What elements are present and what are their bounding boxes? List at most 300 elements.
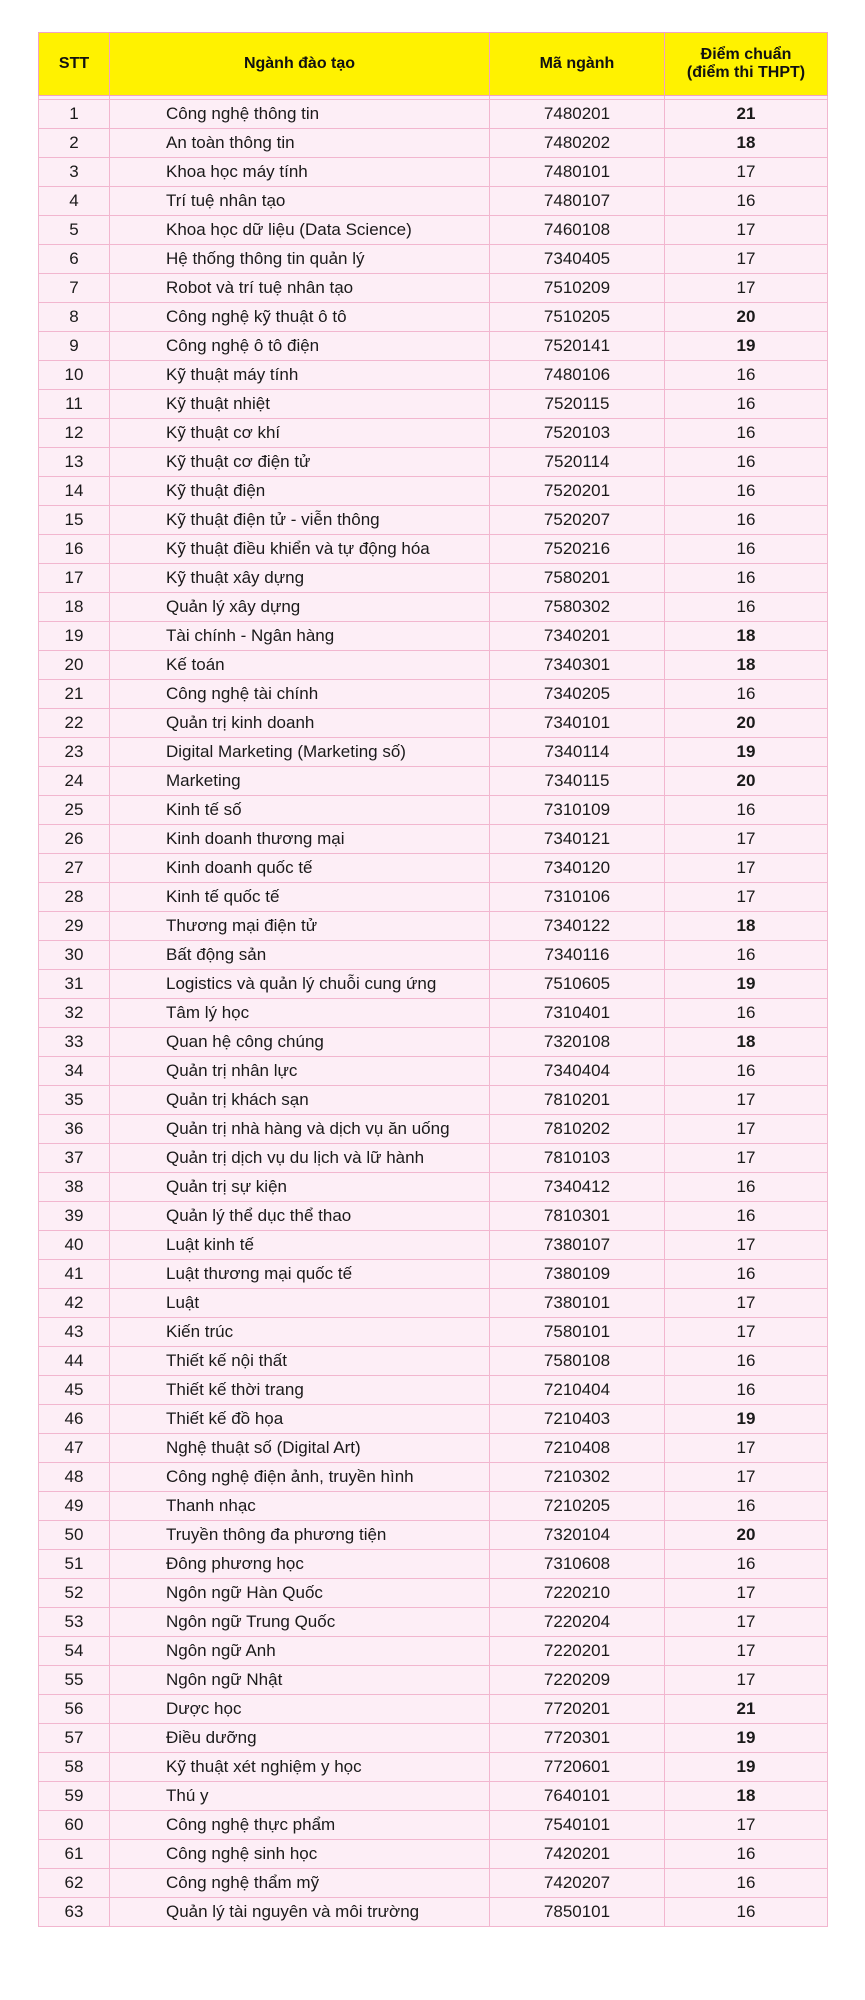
table-row [39,1173,828,1202]
cell-stt: 59 [39,1782,110,1811]
table-row [39,274,828,303]
cell-cutoff-score: 17 [665,825,828,854]
cell-stt: 26 [39,825,110,854]
table-row [39,1028,828,1057]
cell-cutoff-score: 18 [665,129,828,158]
cell-stt: 58 [39,1753,110,1782]
table-row [39,1492,828,1521]
table-row [39,129,828,158]
cell-major-code: 7520207 [490,506,665,535]
table-row [39,390,828,419]
cell-stt: 35 [39,1086,110,1115]
cell-major-code: 7210302 [490,1463,665,1492]
cell-cutoff-score: 16 [665,680,828,709]
cell-stt: 8 [39,303,110,332]
table-row [39,1724,828,1753]
table-row [39,1202,828,1231]
table-row [39,1608,828,1637]
cell-major-code: 7340115 [490,767,665,796]
cell-stt: 25 [39,796,110,825]
cell-stt: 42 [39,1289,110,1318]
cell-stt: 31 [39,970,110,999]
cell-cutoff-score: 17 [665,1289,828,1318]
cell-major-code: 7340412 [490,1173,665,1202]
cell-cutoff-score: 17 [665,245,828,274]
cell-major-name: Kế toán [110,651,490,680]
cell-cutoff-score: 17 [665,1579,828,1608]
cell-cutoff-score: 19 [665,1405,828,1434]
cell-major-name: Công nghệ thẩm mỹ [110,1869,490,1898]
table-row [39,738,828,767]
table-row [39,419,828,448]
header-row [39,33,828,96]
cell-major-name: Tâm lý học [110,999,490,1028]
cell-cutoff-score: 17 [665,883,828,912]
cell-stt: 1 [39,100,110,129]
cell-major-name: Kỹ thuật điều khiển và tự động hóa [110,535,490,564]
cell-major-code: 7480201 [490,100,665,129]
table-row [39,912,828,941]
cell-major-code: 7210408 [490,1434,665,1463]
cell-major-name: Trí tuệ nhân tạo [110,187,490,216]
cell-cutoff-score: 17 [665,1434,828,1463]
cell-stt: 63 [39,1898,110,1927]
table-row [39,1463,828,1492]
cell-stt: 54 [39,1637,110,1666]
cell-cutoff-score: 17 [665,1115,828,1144]
cell-major-name: Thiết kế thời trang [110,1376,490,1405]
cell-stt: 36 [39,1115,110,1144]
cell-major-name: Đông phương học [110,1550,490,1579]
cell-cutoff-score: 20 [665,767,828,796]
table-row [39,622,828,651]
cell-major-code: 7340120 [490,854,665,883]
table-row [39,1666,828,1695]
cell-stt: 32 [39,999,110,1028]
cell-major-code: 7580101 [490,1318,665,1347]
cell-major-name: Công nghệ sinh học [110,1840,490,1869]
table-row [39,100,828,129]
cell-cutoff-score: 17 [665,1144,828,1173]
cell-stt: 17 [39,564,110,593]
cell-major-code: 7510205 [490,303,665,332]
cell-stt: 21 [39,680,110,709]
cell-stt: 24 [39,767,110,796]
table-row [39,1405,828,1434]
cell-stt: 56 [39,1695,110,1724]
cell-major-name: Luật [110,1289,490,1318]
cell-major-code: 7520201 [490,477,665,506]
table-row [39,796,828,825]
cell-cutoff-score: 16 [665,419,828,448]
table-row [39,303,828,332]
cell-cutoff-score: 21 [665,1695,828,1724]
cell-cutoff-score: 19 [665,332,828,361]
table-row [39,1376,828,1405]
table-row [39,1753,828,1782]
cell-cutoff-score: 17 [665,1811,828,1840]
cell-stt: 46 [39,1405,110,1434]
table-row [39,477,828,506]
table-row [39,1434,828,1463]
cell-stt: 33 [39,1028,110,1057]
admission-score-table-container [38,32,827,1927]
cell-major-name: Kỹ thuật máy tính [110,361,490,390]
cell-cutoff-score: 16 [665,1260,828,1289]
cell-major-code: 7380107 [490,1231,665,1260]
cell-stt: 4 [39,187,110,216]
cell-stt: 6 [39,245,110,274]
table-row [39,825,828,854]
cell-major-name: Quản lý xây dựng [110,593,490,622]
table-row [39,1231,828,1260]
cell-cutoff-score: 17 [665,1608,828,1637]
cell-stt: 60 [39,1811,110,1840]
header-score-line1: Điểm chuẩn [700,46,792,63]
cell-major-code: 7420207 [490,1869,665,1898]
cell-major-name: Kỹ thuật xây dựng [110,564,490,593]
cell-stt: 45 [39,1376,110,1405]
cell-cutoff-score: 16 [665,999,828,1028]
table-row [39,1550,828,1579]
cell-major-name: An toàn thông tin [110,129,490,158]
table-row [39,1695,828,1724]
cell-major-code: 7340301 [490,651,665,680]
cell-major-code: 7380109 [490,1260,665,1289]
cell-cutoff-score: 16 [665,1376,828,1405]
cell-major-name: Kỹ thuật xét nghiệm y học [110,1753,490,1782]
table-row [39,651,828,680]
cell-major-code: 7220204 [490,1608,665,1637]
table-row [39,187,828,216]
cell-major-name: Logistics và quản lý chuỗi cung ứng [110,970,490,999]
cell-major-code: 7380101 [490,1289,665,1318]
cell-major-code: 7810201 [490,1086,665,1115]
cell-cutoff-score: 19 [665,1724,828,1753]
cell-stt: 29 [39,912,110,941]
cell-major-code: 7480101 [490,158,665,187]
table-row [39,1811,828,1840]
cell-major-name: Quản trị dịch vụ du lịch và lữ hành [110,1144,490,1173]
cell-stt: 37 [39,1144,110,1173]
cell-major-code: 7640101 [490,1782,665,1811]
cell-cutoff-score: 17 [665,158,828,187]
cell-major-name: Kinh doanh thương mại [110,825,490,854]
cell-major-name: Marketing [110,767,490,796]
cell-major-name: Khoa học dữ liệu (Data Science) [110,216,490,245]
cell-stt: 20 [39,651,110,680]
cell-cutoff-score: 20 [665,709,828,738]
cell-major-name: Công nghệ thông tin [110,100,490,129]
cell-major-code: 7220209 [490,1666,665,1695]
cell-cutoff-score: 16 [665,1202,828,1231]
cell-major-code: 7210403 [490,1405,665,1434]
cell-major-name: Kiến trúc [110,1318,490,1347]
cell-major-code: 7480107 [490,187,665,216]
table-body [39,96,828,1927]
table-row [39,1289,828,1318]
cell-cutoff-score: 17 [665,1086,828,1115]
cell-stt: 22 [39,709,110,738]
cell-major-code: 7320108 [490,1028,665,1057]
cell-cutoff-score: 20 [665,303,828,332]
cell-major-name: Quản trị kinh doanh [110,709,490,738]
table-row [39,1579,828,1608]
cell-stt: 47 [39,1434,110,1463]
cell-major-name: Quản lý tài nguyên và môi trường [110,1898,490,1927]
cell-major-name: Điều dưỡng [110,1724,490,1753]
cell-major-name: Quan hệ công chúng [110,1028,490,1057]
cell-major-code: 7480202 [490,129,665,158]
cell-major-name: Kỹ thuật cơ khí [110,419,490,448]
cell-major-name: Kinh tế số [110,796,490,825]
cell-stt: 52 [39,1579,110,1608]
cell-cutoff-score: 17 [665,216,828,245]
cell-cutoff-score: 19 [665,1753,828,1782]
cell-major-name: Quản trị nhà hàng và dịch vụ ăn uống [110,1115,490,1144]
cell-stt: 41 [39,1260,110,1289]
cell-stt: 3 [39,158,110,187]
cell-major-code: 7520103 [490,419,665,448]
admission-score-table [38,32,828,1927]
cell-major-code: 7510209 [490,274,665,303]
cell-stt: 62 [39,1869,110,1898]
cell-cutoff-score: 18 [665,622,828,651]
cell-major-code: 7520114 [490,448,665,477]
cell-cutoff-score: 17 [665,854,828,883]
cell-cutoff-score: 19 [665,970,828,999]
cell-cutoff-score: 18 [665,651,828,680]
cell-major-code: 7520216 [490,535,665,564]
cell-major-code: 7340116 [490,941,665,970]
cell-stt: 14 [39,477,110,506]
table-row [39,680,828,709]
cell-stt: 16 [39,535,110,564]
cell-major-name: Tài chính - Ngân hàng [110,622,490,651]
cell-major-code: 7210404 [490,1376,665,1405]
cell-cutoff-score: 16 [665,477,828,506]
cell-cutoff-score: 16 [665,1898,828,1927]
cell-major-name: Dược học [110,1695,490,1724]
cell-major-code: 7310401 [490,999,665,1028]
table-row [39,1086,828,1115]
cell-cutoff-score: 16 [665,506,828,535]
cell-major-name: Kỹ thuật điện [110,477,490,506]
table-row [39,1057,828,1086]
cell-stt: 51 [39,1550,110,1579]
cell-cutoff-score: 19 [665,738,828,767]
cell-major-name: Kinh doanh quốc tế [110,854,490,883]
cell-major-name: Công nghệ kỹ thuật ô tô [110,303,490,332]
cell-cutoff-score: 16 [665,1869,828,1898]
cell-major-code: 7510605 [490,970,665,999]
cell-major-code: 7340201 [490,622,665,651]
cell-major-code: 7520141 [490,332,665,361]
cell-cutoff-score: 20 [665,1521,828,1550]
cell-major-code: 7480106 [490,361,665,390]
table-row [39,883,828,912]
table-row [39,216,828,245]
table-row [39,767,828,796]
table-row [39,1521,828,1550]
cell-major-code: 7340122 [490,912,665,941]
cell-major-code: 7340121 [490,825,665,854]
header-stt: STT [39,33,110,96]
cell-major-name: Công nghệ tài chính [110,680,490,709]
cell-cutoff-score: 16 [665,390,828,419]
cell-major-code: 7320104 [490,1521,665,1550]
table-row [39,158,828,187]
cell-cutoff-score: 18 [665,1028,828,1057]
table-row [39,1782,828,1811]
cell-major-code: 7520115 [490,390,665,419]
cell-stt: 9 [39,332,110,361]
cell-stt: 50 [39,1521,110,1550]
cell-major-name: Nghệ thuật số (Digital Art) [110,1434,490,1463]
cell-major-code: 7340114 [490,738,665,767]
table-row [39,332,828,361]
cell-cutoff-score: 16 [665,448,828,477]
cell-stt: 10 [39,361,110,390]
cell-major-name: Ngôn ngữ Anh [110,1637,490,1666]
cell-stt: 43 [39,1318,110,1347]
cell-cutoff-score: 16 [665,796,828,825]
table-header [39,33,828,96]
cell-stt: 34 [39,1057,110,1086]
cell-cutoff-score: 16 [665,1057,828,1086]
cell-major-name: Truyền thông đa phương tiện [110,1521,490,1550]
cell-major-code: 7810103 [490,1144,665,1173]
table-row [39,1637,828,1666]
cell-major-code: 7810301 [490,1202,665,1231]
cell-major-code: 7340405 [490,245,665,274]
cell-major-code: 7810202 [490,1115,665,1144]
table-row [39,448,828,477]
cell-major-name: Khoa học máy tính [110,158,490,187]
cell-stt: 23 [39,738,110,767]
table-row [39,1144,828,1173]
table-row [39,999,828,1028]
cell-major-code: 7720301 [490,1724,665,1753]
cell-stt: 13 [39,448,110,477]
cell-cutoff-score: 17 [665,1463,828,1492]
cell-major-name: Quản lý thể dục thể thao [110,1202,490,1231]
cell-major-code: 7220210 [490,1579,665,1608]
cell-major-name: Thanh nhạc [110,1492,490,1521]
cell-major-name: Quản trị khách sạn [110,1086,490,1115]
cell-major-name: Thú y [110,1782,490,1811]
cell-major-name: Ngôn ngữ Trung Quốc [110,1608,490,1637]
table-row [39,361,828,390]
cell-cutoff-score: 16 [665,1173,828,1202]
cell-stt: 12 [39,419,110,448]
table-row [39,535,828,564]
cell-stt: 61 [39,1840,110,1869]
cell-stt: 53 [39,1608,110,1637]
table-row [39,941,828,970]
cell-major-code: 7310106 [490,883,665,912]
cell-major-name: Kỹ thuật điện tử - viễn thông [110,506,490,535]
cell-major-name: Digital Marketing (Marketing số) [110,738,490,767]
cell-stt: 28 [39,883,110,912]
table-row [39,1347,828,1376]
cell-major-name: Thương mại điện tử [110,912,490,941]
cell-stt: 39 [39,1202,110,1231]
cell-stt: 2 [39,129,110,158]
cell-stt: 57 [39,1724,110,1753]
cell-cutoff-score: 17 [665,1666,828,1695]
cell-major-name: Robot và trí tuệ nhân tạo [110,274,490,303]
cell-major-code: 7420201 [490,1840,665,1869]
cell-cutoff-score: 17 [665,274,828,303]
table-row [39,1898,828,1927]
table-row [39,709,828,738]
header-code: Mã ngành [490,33,665,96]
cell-cutoff-score: 16 [665,1492,828,1521]
cell-major-code: 7340205 [490,680,665,709]
cell-major-name: Kỹ thuật nhiệt [110,390,490,419]
cell-stt: 19 [39,622,110,651]
table-row [39,1260,828,1289]
cell-stt: 15 [39,506,110,535]
cell-major-code: 7720201 [490,1695,665,1724]
cell-stt: 27 [39,854,110,883]
cell-major-code: 7310608 [490,1550,665,1579]
cell-major-name: Ngôn ngữ Hàn Quốc [110,1579,490,1608]
cell-major-code: 7580302 [490,593,665,622]
cell-major-code: 7580108 [490,1347,665,1376]
table-row [39,506,828,535]
cell-stt: 44 [39,1347,110,1376]
cell-major-code: 7460108 [490,216,665,245]
table-row [39,1840,828,1869]
cell-cutoff-score: 18 [665,1782,828,1811]
cell-major-code: 7580201 [490,564,665,593]
table-row [39,593,828,622]
cell-stt: 30 [39,941,110,970]
cell-cutoff-score: 17 [665,1231,828,1260]
cell-cutoff-score: 16 [665,187,828,216]
cell-major-name: Công nghệ thực phẩm [110,1811,490,1840]
cell-cutoff-score: 17 [665,1637,828,1666]
cell-cutoff-score: 17 [665,1318,828,1347]
cell-major-code: 7340404 [490,1057,665,1086]
cell-major-name: Hệ thống thông tin quản lý [110,245,490,274]
cell-cutoff-score: 16 [665,1840,828,1869]
cell-major-code: 7310109 [490,796,665,825]
cell-cutoff-score: 21 [665,100,828,129]
cell-major-name: Bất động sản [110,941,490,970]
cell-cutoff-score: 16 [665,361,828,390]
cell-major-name: Ngôn ngữ Nhật [110,1666,490,1695]
cell-major-name: Công nghệ điện ảnh, truyền hình [110,1463,490,1492]
cell-cutoff-score: 18 [665,912,828,941]
header-score [665,33,828,96]
cell-stt: 55 [39,1666,110,1695]
cell-stt: 40 [39,1231,110,1260]
cell-major-name: Luật thương mại quốc tế [110,1260,490,1289]
cell-cutoff-score: 16 [665,564,828,593]
cell-stt: 48 [39,1463,110,1492]
table-row [39,854,828,883]
table-row [39,1869,828,1898]
cell-major-name: Công nghệ ô tô điện [110,332,490,361]
header-major: Ngành đào tạo [110,33,490,96]
header-score-line2: (điểm thi THPT) [686,64,806,81]
cell-major-name: Kỹ thuật cơ điện tử [110,448,490,477]
cell-major-code: 7850101 [490,1898,665,1927]
cell-stt: 5 [39,216,110,245]
